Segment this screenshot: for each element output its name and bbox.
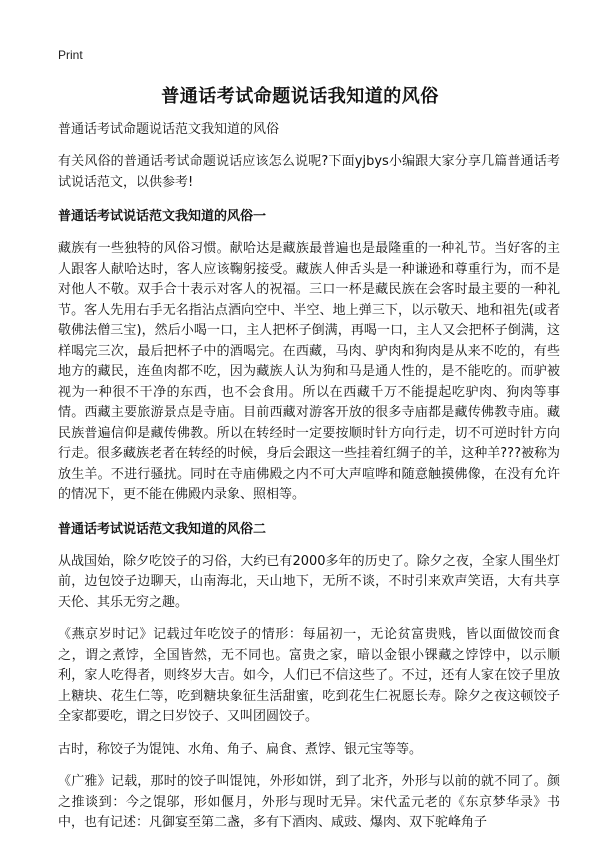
section-2-paragraph: 从战国始，除夕吃饺子的习俗，大约已有2000多年的历史了。除夕之夜，全家人围坐灯前，边包饺子边聊天，山南海北，天山地下，无所不谈，不时引来欢声笑语，大有共享天伦、其乐无穷之趣。 [58,553,560,610]
section-2-paragraph: 《广雅》记载，那时的饺子叫馄饨，外形如饼，到了北齐，外形与以前的就不同了。颜之推谈到：今之馄邬，形如偃月，外形与现时无异。宋代孟元老的《东京梦华录》书中，也有记述：凡御宴至第二盏，多有下酒肉、咸豉、爆肉、双下驼峰角子 [58,774,560,830]
section-1-paragraph: 藏族有一些独特的风俗习惯。献哈达是藏族最普遍也是最隆重的一种礼节。当好客的主人跟客人献哈达时，客人应该鞠躬接受。藏族人伸舌头是一种谦逊和尊重行为，而不是对他人不敬。双手合十表示对客人的祝福。三口一杯是藏民族在会客时最主要的一种礼节。客人先用右手无名指沾点酒向空中、半空、地上弹三下，以示敬天、地和祖先(或者敬佛法僧三宝)，然后小喝一口，主人把杯子倒满，再喝一口，主人又会把杯子倒满，这样喝完三次，最后把杯子中的酒喝完。在西藏，马肉、驴肉和狗肉是从来不吃的，有些地方的藏民，连鱼肉都不吃，因为藏族人认为狗和马是通人性的，是不能吃的。而驴被视为一种很不干净的东西，也不会食用。所以在西藏千万不能提起吃驴肉、狗肉等事情。西藏主要旅游景点是寺庙。目前西藏对游客开放的很多寺庙都是藏传佛教寺庙。藏民族普遍信仰是藏传佛教。所以在转经时一定要按顺时针方向行走，切不可逆时针方向行走。很多藏族老者在转经的时候，身后会跟这一些挂着红绸子的羊，这种羊???被称为放生羊。不进行骚扰。同时在寺庙佛殿之内不可大声喧哗和随意触摸佛像，在没有允许的情况下，更不能在佛殿内录象、照相等。 [58,241,560,502]
section-2-paragraph: 《燕京岁时记》记载过年吃饺子的情形：每届初一，无论贫富贵贱，皆以面做饺而食之，谓之煮饽，全国皆然，无不同也。富贵之家，暗以金银小锞藏之饽饽中，以示顺利，家人吃得者，则终岁大吉。如今，人们已不信这些了。不过，还有人家在饺子里放上糖块、花生仁等，吃到糖块象征生活甜蜜，吃到花生仁祝愿长寿。除夕之夜这顿饺子全家都要吃，谓之曰岁饺子、又叫团圆饺子。 [58,627,560,724]
section-heading-2: 普通话考试说话范文我知道的风俗二 [58,521,267,537]
page-title: 普通话考试命题说话我知道的风俗 [161,86,439,107]
article-body [58,120,560,846]
article-intro: 有关风俗的普通话考试命题说话应该怎么说呢?下面yjbys小编跟大家分享几篇普通话考试说话范文，以供参考! [58,154,560,190]
section-heading-1: 普通话考试说话范文我知道的风俗一 [58,209,267,224]
section-2-paragraph: 古时，称饺子为馄饨、水角、角子、扁食、煮饽、银元宝等等。 [58,741,423,757]
print-link[interactable]: Print [58,48,83,62]
article-subtitle: 普通话考试命题说话范文我知道的风俗 [58,122,280,137]
